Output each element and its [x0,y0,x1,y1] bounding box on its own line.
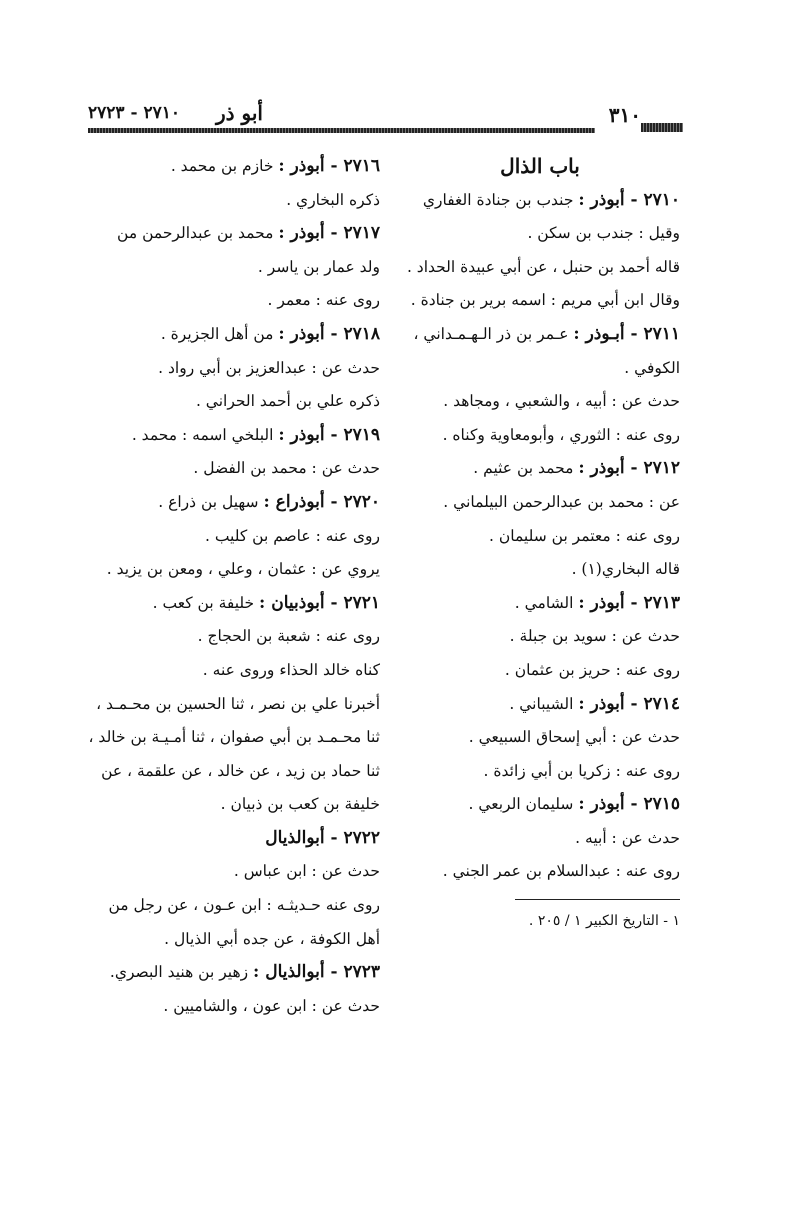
text-line [55,284,380,318]
text-line [380,385,680,419]
text-line [380,251,680,285]
text-line [55,654,380,688]
entry-text: ولد عمار بن ياسر . [257,257,380,276]
entry-text: عـمر بن ذر الـهـمـداني ، [413,324,574,343]
entry-number: ٢٧٢٢ - أبوالذيال [265,827,380,848]
entry-text: حدث عن : ابن عون ، والشاميين . [163,996,380,1015]
entry-text: كناه خالد الحذاء وروى عنه . [202,660,380,679]
text-line [380,217,680,251]
text-line [55,923,380,957]
entry-line [380,452,680,486]
entry-number: ٢٧١٠ - أبوذر : [578,189,680,210]
entry-text: روى عنه : شعبة بن الحجاج . [197,627,380,646]
entry-line [55,587,380,621]
entry-text: أهل الكوفة ، عن جده أبي الذيال . [164,929,380,948]
entry-text: روى عنه : معمر . [267,291,380,310]
text-line [380,520,680,554]
text-line [380,855,680,889]
entry-line [55,419,380,453]
entry-line [380,788,680,822]
entry-number: ٢٧٢٠ - أبوذراع : [263,491,380,512]
entry-number: ٢٧١٦ - أبوذر : [278,156,380,176]
section-heading: باب الذال [500,154,580,178]
text-line [380,620,680,654]
text-line [55,385,380,419]
entry-text: روى عنه : عبدالسلام بن عمر الجني . [442,862,680,881]
text-line [380,654,680,688]
entry-line [380,318,680,352]
entry-text: روى عنه : عاصم بن كليب . [204,526,380,545]
entry-text: الشامي . [514,593,579,612]
entry-range: ٢٧١٠ - ٢٧٢٣ [88,103,180,123]
header-rule [88,128,595,133]
entry-text: زهير بن هنيد البصري. [109,963,254,982]
text-line [380,284,680,318]
entry-text: خليفة بن كعب بن ذبيان . [220,795,380,814]
entry-text: ثنا حماد بن زيد ، عن خالد ، عن علقمة ، عن [101,761,380,780]
entry-line [380,184,680,218]
entry-text: محمد بن عثيم . [473,459,579,478]
text-line [55,688,380,722]
entry-text: الشيباني . [509,694,579,713]
entry-text: قاله البخاري(١) . [571,560,680,579]
entry-line [55,956,380,990]
entry-text: حدث عن : عبدالعزيز بن أبي رواد . [158,358,380,377]
entry-text: سليمان الربعي . [468,795,579,814]
entry-text: وقيل : جندب بن سكن . [527,224,680,243]
entry-number: ٢٧١٣ - أبوذر : [578,592,680,613]
entry-text: محمد بن عبدالرحمن من [117,224,279,243]
entry-text: قاله أحمد بن حنبل ، عن أبي عبيدة الحداد . [406,257,680,276]
entry-text: عن : محمد بن عبدالرحمن البيلماني . [443,492,680,511]
text-line [55,755,380,789]
entry-text: ذكره البخاري . [286,190,380,209]
text-line [55,788,380,822]
entry-text: حدث عن : أبي إسحاق السبيعي . [468,728,680,747]
text-line [55,352,380,386]
left-column [55,150,380,1023]
entry-text: حدث عن : محمد بن الفضل . [193,459,380,478]
entry-line [55,318,380,352]
text-line [55,889,380,923]
entry-line [380,688,680,722]
entry-text: ذكره علي بن أحمد الحراني . [195,392,380,411]
entry-line [55,486,380,520]
text-line [55,553,380,587]
entry-text: روى عنه : حريز بن عثمان . [504,660,680,679]
text-line [55,721,380,755]
entry-text: روى عنه حـديثـه : ابن عـون ، عن رجل من [108,896,380,915]
entry-text: ثنا محـمـد بن أبي صفوان ، ثنا أمـيـة بن خالد ، [88,728,380,747]
entry-text: روى عنه : الثوري ، وأبومعاوية وكناه . [442,425,680,444]
text-line [55,990,380,1024]
entry-text: روى عنه : زكريا بن أبي زائدة . [483,761,680,780]
left-column-lines [55,150,380,1023]
text-line [55,251,380,285]
entry-line [55,822,380,856]
entry-number: ٢٧١٨ - أبوذر : [278,323,380,344]
entry-text: حدث عن : أبيه ، والشعبي ، ومجاهد . [443,392,680,411]
text-line [380,352,680,386]
entry-text: البلخي اسمه : محمد . [131,425,279,444]
entry-text: روى عنه : معتمر بن سليمان . [489,526,680,545]
text-line [55,520,380,554]
text-line [55,452,380,486]
text-line [55,620,380,654]
text-line [380,419,680,453]
entry-text: يروي عن : عثمان ، وعلي ، ومعن بن يزيد . [106,560,380,579]
entry-number: ٢٧١٢ - أبوذر : [578,458,680,479]
entry-text: من أهل الجزيرة . [160,324,279,343]
entry-number: ٢٧١١ - أبـوذر : [573,323,680,344]
right-column [380,150,680,936]
page-number: ٣١٠ [608,103,641,127]
entry-number: ٢٧٢١ - أبوذبيان : [259,592,380,613]
entry-number: ٢٧١٥ - أبوذر : [578,794,680,815]
text-line [380,486,680,520]
entry-text: جندب بن جنادة الغفاري [422,190,579,209]
entry-number: ٢٧١٤ - أبوذر : [578,693,680,714]
entry-text: الكوفي . [624,358,680,377]
entry-line [55,150,380,184]
text-line [380,755,680,789]
text-line [55,184,380,218]
entry-number: ٢٧١٧ - أبوذر : [278,223,380,244]
entry-text: أخبرنا علي بن نصر ، ثنا الحسين بن محـمـد ، [96,694,380,713]
entry-number: ٢٧١٩ - أبوذر : [278,424,380,445]
text-line [380,553,680,587]
entry-text: خليفة بن كعب . [152,593,260,612]
entry-line [55,217,380,251]
footnote-separator [515,899,680,906]
text-line [380,721,680,755]
header-rule-ornament [641,123,683,132]
entry-text: وقال ابن أبي مريم : اسمه برير بن جنادة . [410,291,680,310]
right-column-lines [380,184,680,889]
entry-text: سهيل بن ذراع . [158,492,264,511]
running-header [88,95,683,135]
running-title: أبو ذر [216,101,263,125]
entry-text: حدث عن : ابن عباس . [233,862,380,881]
text-line [380,822,680,856]
entry-text: حدث عن : أبيه . [575,828,680,847]
entry-number: ٢٧٢٣ - أبوالذيال : [253,962,380,983]
entry-text: خازم بن محمد . [170,157,279,175]
entry-text: حدث عن : سويد بن جبلة . [509,627,680,646]
footnote: ١ - التاريخ الكبير ١ / ٢٠٥ . [528,913,680,930]
entry-line [380,587,680,621]
text-line [55,855,380,889]
